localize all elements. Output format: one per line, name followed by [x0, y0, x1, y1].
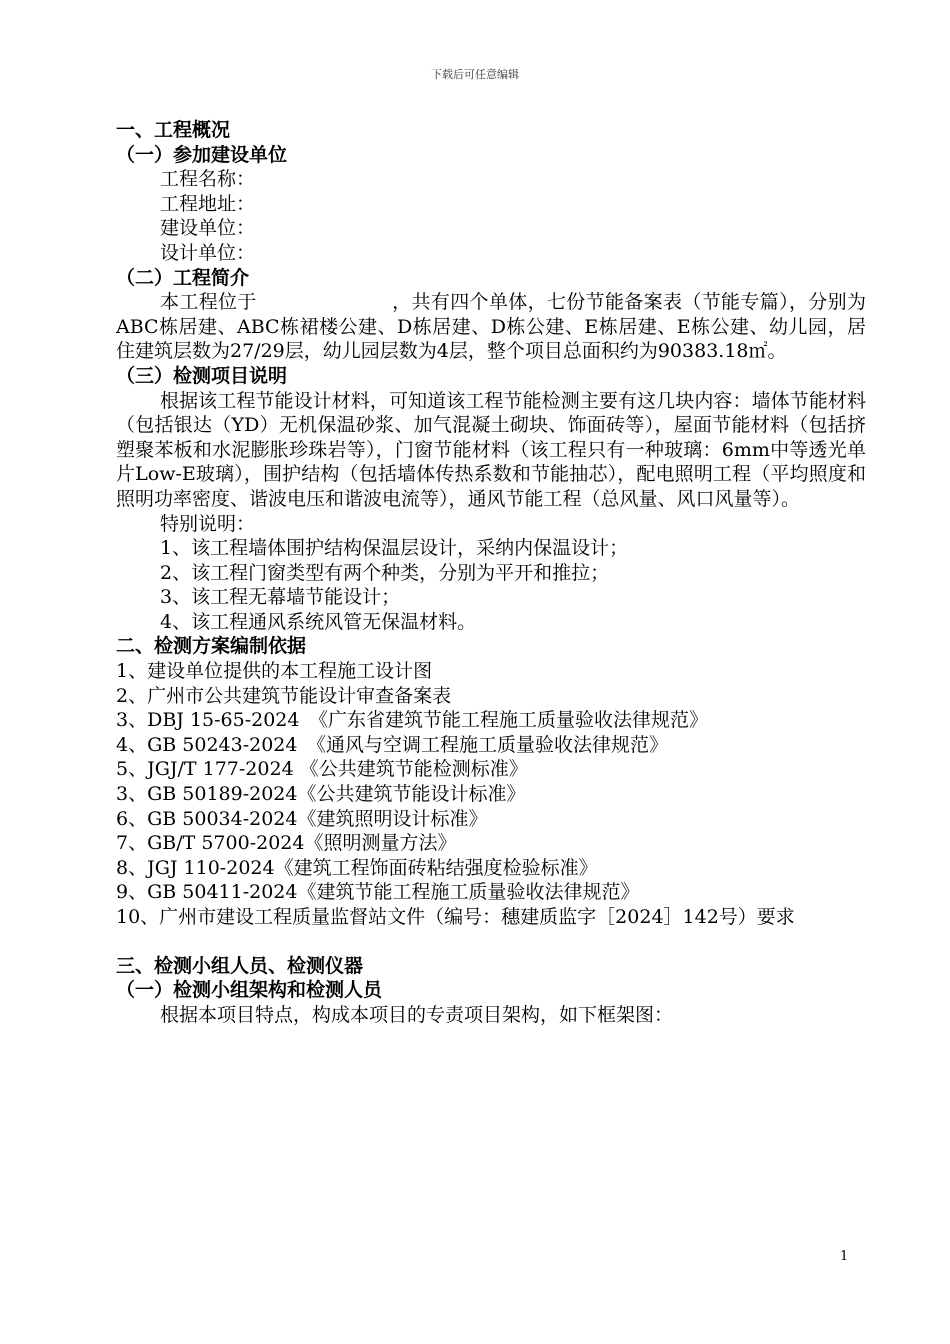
project-intro-paragraph: 本工程位于 ，共有四个单体，七份节能备案表（节能专篇），分别为ABC栋居建、ABC栋裙楼公建、D栋居建、D栋公建、E栋居建、E栋公建、幼儿园，居住建筑层数为27/29层，幼儿园层数为4层，整个项目总面积约为90383.18㎡。	[116, 291, 866, 363]
document-body	[116, 118, 866, 1027]
field-design-unit: 设计单位：	[160, 241, 256, 264]
special-note-item: 4、该工程通风系统风管无保温材料。	[160, 610, 477, 633]
special-note-item: 1、该工程墙体围护结构保温层设计，采纳内保温设计；	[160, 537, 629, 560]
section-1-3-title: （三）检测项目说明	[116, 364, 288, 387]
basis-item: 6、GB 50034-2024《建筑照明设计标准》	[116, 807, 488, 830]
page-header: 下载后可任意编辑	[431, 68, 519, 81]
section-3-title: 三、检测小组人员、检测仪器	[116, 954, 364, 977]
field-project-address: 工程地址：	[160, 192, 256, 215]
basis-item: 2、广州市公共建筑节能设计审查备案表	[116, 684, 452, 707]
basis-item: 9、GB 50411-2024《建筑节能工程施工质量验收法律规范》	[116, 881, 640, 904]
team-structure-paragraph: 根据本项目特点，构成本项目的专责项目架构，如下框架图：	[160, 1003, 674, 1026]
special-note-item: 2、该工程门窗类型有两个种类，分别为平开和推拉；	[160, 561, 610, 584]
special-notes-title: 特别说明：	[160, 512, 256, 535]
section-2-title: 二、检测方案编制依据	[116, 635, 307, 658]
section-1-title: 一、工程概况	[116, 119, 231, 141]
basis-item: 3、DBJ 15-65-2024 《广东省建筑节能工程施工质量验收法律规范》	[116, 709, 708, 732]
spacer	[116, 930, 866, 954]
basis-item: 10、广州市建设工程质量监督站文件（编号：穗建质监字［2024］142号）要求	[116, 906, 795, 928]
field-construction-unit: 建设单位：	[160, 217, 256, 240]
special-note-item: 3、该工程无幕墙节能设计；	[160, 586, 401, 609]
basis-item: 3、GB 50189-2024《公共建筑节能设计标准》	[116, 783, 526, 806]
test-items-paragraph: 根据该工程节能设计材料，可知道该工程节能检测主要有这几块内容：墙体节能材料（包括银达（YD）无机保温砂浆、加气混凝土砌块、饰面砖等），屋面节能材料（包括挤塑聚苯板和水泥膨胀珍珠岩等），门窗节能材料（该工程只有一种玻璃：6mm中等透光单片Low-E玻璃），围护结构（包括墙体传热系数和节能抽芯），配电照明工程（平均照度和照明功率密度、谐波电压和谐波电流等），通风节能工程（总风量、风口风量等）。	[116, 389, 866, 510]
section-1-1-title: （一）参加建设单位	[116, 143, 288, 166]
basis-item: 8、JGJ 110-2024《建筑工程饰面砖粘结强度检验标准》	[116, 856, 598, 879]
page-number: 1	[840, 1249, 849, 1264]
field-project-name: 工程名称：	[160, 168, 256, 191]
section-1-2-title: （二）工程简介	[116, 266, 250, 289]
basis-item: 5、JGJ/T 177-2024 《公共建筑节能检测标准》	[116, 758, 528, 781]
basis-item: 4、GB 50243-2024 《通风与空调工程施工质量验收法律规范》	[116, 733, 668, 756]
basis-item: 7、GB/T 5700-2024《照明测量方法》	[116, 832, 457, 855]
basis-item: 1、建设单位提供的本工程施工设计图	[116, 660, 433, 683]
section-3-1-title: （一）检测小组架构和检测人员	[116, 979, 383, 1002]
